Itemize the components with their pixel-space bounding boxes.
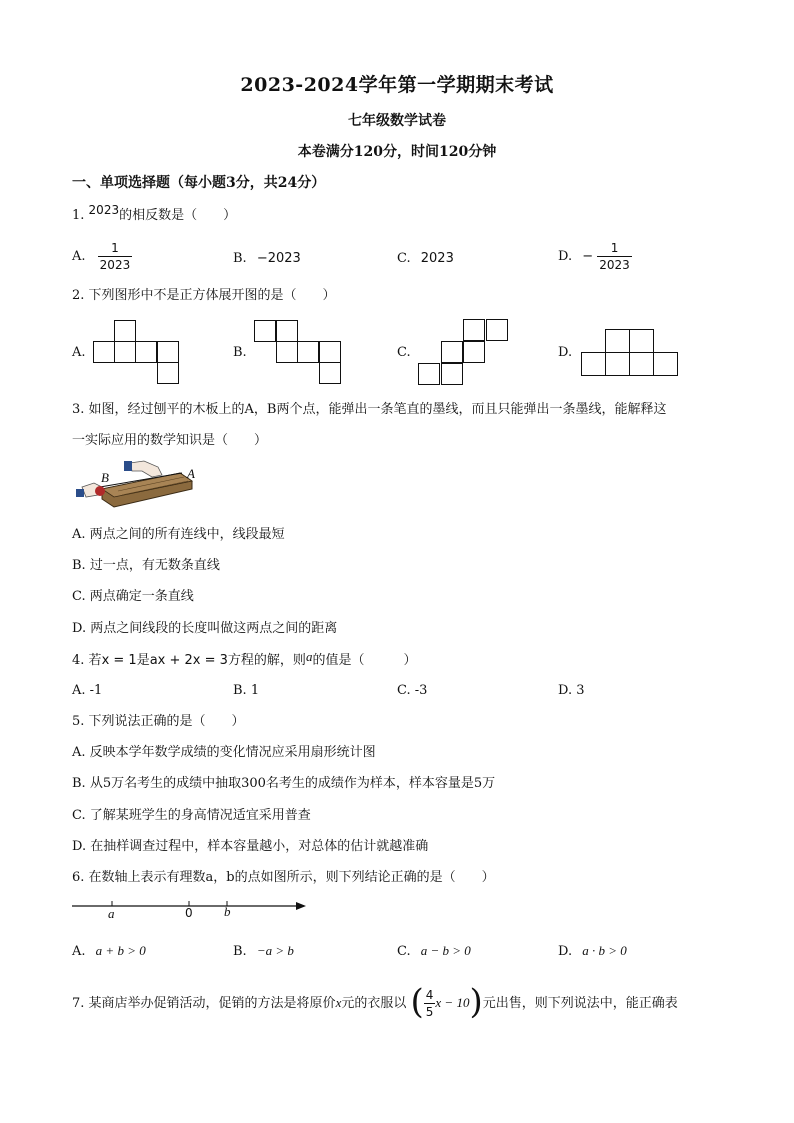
question-5: 5. 下列说法正确的是（ ） — [72, 714, 245, 729]
fraction: $\frac{1}{2023}$ — [99, 241, 131, 272]
q1-option-d[interactable]: D. − $\frac{1}{2023}$ — [558, 241, 630, 272]
axis-label-a: a — [108, 906, 115, 921]
q4-option-c[interactable]: C. -3 — [397, 683, 428, 698]
q2-option-a-label[interactable]: A. — [72, 345, 86, 360]
q3-option-b[interactable]: B. 过一点，有无数条直线 — [72, 558, 220, 573]
plank-figure — [72, 457, 202, 513]
q6-option-c[interactable]: C. a − b > 0 — [397, 943, 471, 959]
q3-option-d[interactable]: D. 两点之间线段的长度叫做这两点之间的距离 — [72, 621, 338, 636]
question-3: 3. 如图，经过刨平的木板上的A，B两个点，能弹出一条笔直的墨线，而且只能弹出一条墨线，能解释这 — [72, 402, 667, 417]
q1-option-a[interactable]: A. $\frac{1}{2023}$ — [72, 241, 131, 272]
q4-option-a[interactable]: A. -1 — [72, 683, 103, 698]
section-heading: 一、单项选择题（每小题3分，共24分） — [72, 175, 326, 191]
q1-text: 的相反数是（ ） — [119, 208, 237, 223]
question-6: 6. 在数轴上表示有理数a，b的点如图所示，则下列结论正确的是（ ） — [72, 870, 495, 885]
question-7: 7. 某商店举办促销活动，促销的方法是将原价x元的衣服以 ( $\frac{4}{5}$ x − 10)元出售，则下列说法中，能正确表 — [72, 981, 678, 1022]
q1-number-2023: 2023 — [88, 203, 120, 217]
q5-option-b[interactable]: B. 从5万名考生的成绩中抽取300名考生的成绩作为样本，样本容量是5万 — [72, 776, 496, 791]
question-3-line2: 一实际应用的数学知识是（ ） — [72, 433, 268, 448]
question-2: 2. 下列图形中不是正方体展开图的是（ ） — [72, 288, 336, 303]
question-4: 4. 若x = 1是ax + 2x = 3方程的解，则a的值是（ ） — [72, 649, 417, 668]
exam-title: 2023-2024学年第一学期期末考试 — [240, 74, 554, 96]
right-paren: ) — [469, 981, 483, 1022]
axis-label-zero: 0 — [185, 906, 193, 920]
point-b-label: B — [101, 470, 109, 485]
q5-option-a[interactable]: A. 反映本学年数学成绩的变化情况应采用扇形统计图 — [72, 745, 376, 760]
point-a-label: A — [187, 466, 195, 481]
left-paren: ( — [410, 981, 424, 1022]
fraction: $\frac{1}{2023}$ — [599, 241, 630, 272]
exam-info: 本卷满分120分，时间120分钟 — [297, 144, 497, 160]
q6-option-d[interactable]: D. a · b > 0 — [558, 943, 627, 959]
q2-option-d-label[interactable]: D. — [558, 345, 573, 360]
q5-option-c[interactable]: C. 了解某班学生的身高情况适宜采用普查 — [72, 808, 311, 823]
q5-option-d[interactable]: D. 在抽样调查过程中，样本容量越小，对总体的估计就越准确 — [72, 839, 429, 854]
q1-option-c[interactable]: C. 2023 — [397, 251, 454, 266]
q3-option-a[interactable]: A. 两点之间的所有连线中，线段最短 — [72, 527, 285, 542]
q1-option-b[interactable]: B. −2023 — [233, 251, 301, 266]
fraction: $\frac{4}{5}$ — [425, 988, 434, 1019]
q4-option-d[interactable]: D. 3 — [558, 683, 585, 698]
q3-option-c[interactable]: C. 两点确定一条直线 — [72, 589, 194, 604]
axis-label-b: b — [224, 904, 231, 919]
q6-option-a[interactable]: A. a + b > 0 — [72, 943, 146, 959]
q2-option-b-label[interactable]: B. — [233, 345, 247, 360]
q6-option-b[interactable]: B. −a > b — [233, 943, 294, 959]
q4-option-b[interactable]: B. 1 — [233, 683, 260, 698]
exam-subtitle: 七年级数学试卷 — [348, 113, 446, 129]
question-number: 1. — [72, 208, 85, 223]
q2-option-c-label[interactable]: C. — [397, 345, 411, 360]
question-1 — [72, 203, 237, 225]
